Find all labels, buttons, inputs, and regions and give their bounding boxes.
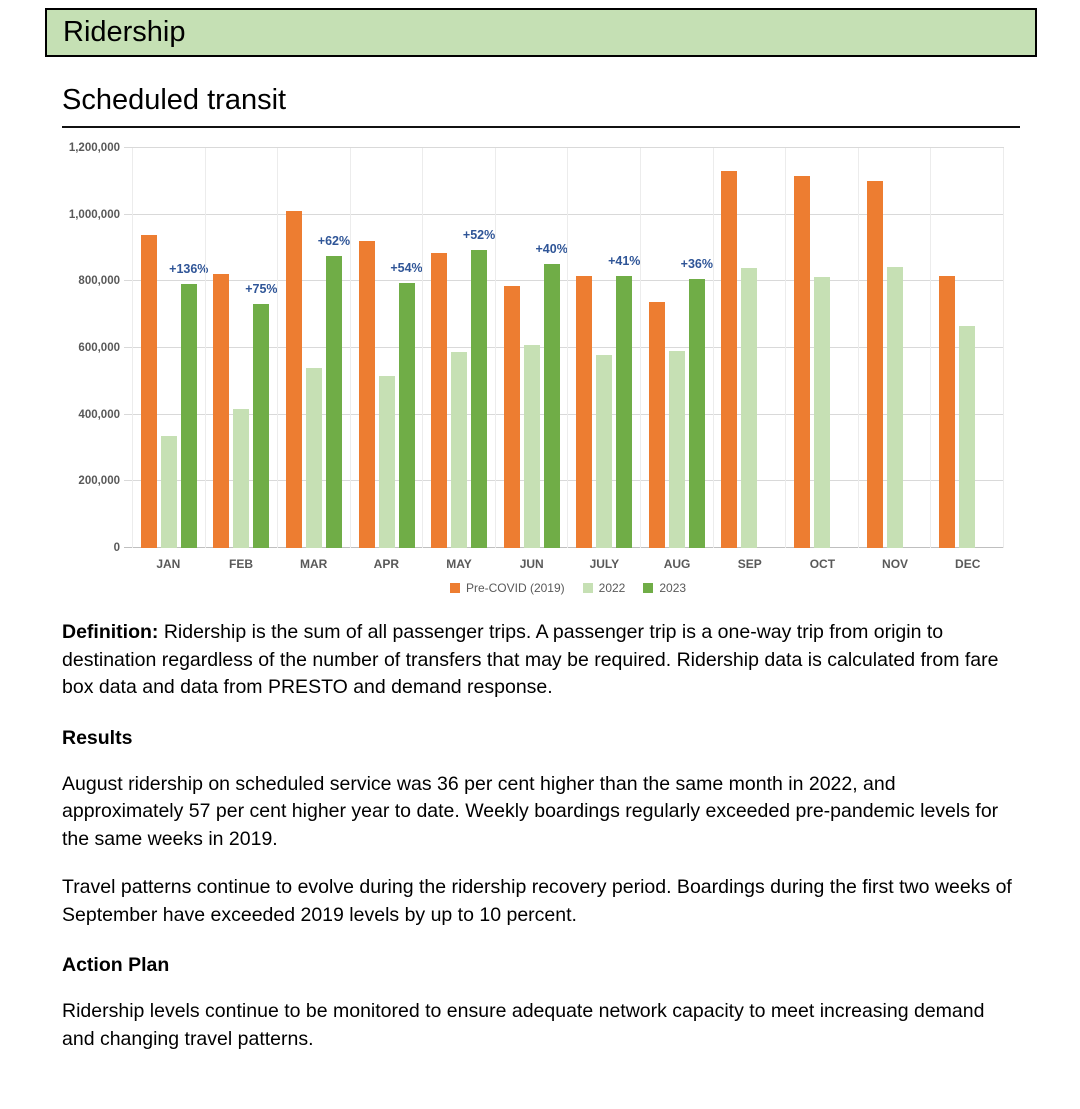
category-column-apr (350, 148, 423, 548)
bar-2023-jun (544, 264, 560, 548)
category-column-feb (205, 148, 278, 548)
legend-swatch-icon (583, 583, 593, 593)
bar-2022-july (596, 355, 612, 548)
y-axis-tick-label: 0 (113, 542, 120, 554)
chart-legend (132, 581, 1004, 595)
bar-2022-feb (233, 409, 249, 548)
y-axis-tick-label: 1,000,000 (68, 208, 120, 221)
results-paragraph-2: Travel patterns continue to evolve during the ridership recovery period. Boardings during the first two weeks of September have exceeded 2019 levels by up to 10 percent. (62, 876, 1012, 926)
x-axis-label-jun: JUN (519, 557, 544, 571)
bar-pre-covid-2019--dec (939, 276, 955, 548)
action-plan-heading: Action Plan (62, 954, 170, 976)
x-axis-label-oct: OCT (809, 557, 836, 571)
pct-change-label-feb: +75% (245, 282, 278, 296)
bar-2022-sep (741, 268, 757, 548)
pct-change-label-mar: +62% (317, 233, 351, 248)
bar-2023-mar (326, 256, 342, 548)
pct-change-label-may: +52% (462, 228, 496, 243)
bar-group (859, 181, 931, 548)
bar-group (496, 264, 568, 548)
category-column-jan (132, 148, 209, 548)
category-column-oct (785, 148, 858, 548)
bar-group (786, 176, 858, 548)
definition-label: Definition: (62, 621, 159, 643)
category-column-may (422, 148, 495, 548)
text-column (62, 619, 1022, 1053)
bar-pre-covid-2019--july (576, 276, 592, 548)
x-axis-label-sep: SEP (737, 557, 762, 571)
section-title: Ridership (63, 16, 186, 48)
x-axis-label-dec: DEC (955, 557, 981, 571)
bar-2022-apr (379, 376, 395, 548)
chart-x-axis-labels (132, 557, 1004, 571)
y-axis-tick-label: 1,200,000 (68, 142, 120, 154)
bar-group (351, 241, 423, 548)
y-axis-tick-label: 200,000 (78, 475, 120, 488)
pct-change-label-jun: +40% (535, 241, 568, 256)
section-header-bar (45, 8, 1037, 57)
pct-change-label-apr: +54% (390, 261, 423, 276)
action-plan-paragraph: Ridership levels continue to be monitored to ensure adequate network capacity to meet increasing demand and changing travel patterns. (62, 1000, 985, 1050)
bar-pre-covid-2019--aug (649, 302, 665, 548)
bar-group (133, 235, 205, 548)
bar-2023-may (471, 250, 487, 548)
category-column-sep (713, 148, 786, 548)
category-column-july (567, 148, 640, 548)
bar-2023-july (616, 276, 632, 548)
bar-pre-covid-2019--sep (721, 171, 737, 548)
x-axis-label-jan: JAN (156, 557, 181, 571)
results-paragraph-1: August ridership on scheduled service was 36 per cent higher than the same month in 2022, and approximately 57 per cent higher year to date. Weekly boardings regularly exceeded pre-pandemic levels for the same weeks in 2019. (62, 772, 999, 850)
x-axis-label-feb: FEB (229, 557, 253, 571)
y-axis-tick-label: 800,000 (78, 275, 120, 288)
bar-pre-covid-2019--feb (213, 274, 229, 548)
legend-swatch-icon (450, 583, 460, 593)
bar-group (278, 211, 350, 548)
bar-2022-jun (524, 345, 540, 548)
pct-change-label-july: +41% (608, 254, 641, 268)
legend-label: 2023 (659, 581, 687, 595)
category-column-aug (640, 148, 713, 548)
x-axis-label-may: MAY (446, 557, 472, 571)
bar-group (568, 276, 640, 548)
x-axis-label-mar: MAR (300, 557, 328, 571)
legend-swatch-icon (643, 583, 653, 593)
y-axis-tick-label: 400,000 (78, 408, 120, 421)
subsection-divider (62, 126, 1020, 128)
legend-item (450, 581, 565, 595)
bar-pre-covid-2019--jan (141, 235, 157, 548)
bar-pre-covid-2019--mar (286, 211, 302, 548)
legend-item (643, 581, 686, 595)
x-axis-label-july: JULY (589, 557, 620, 571)
x-axis-label-nov: NOV (882, 557, 909, 571)
pct-change-label-jan: +136% (169, 262, 209, 277)
legend-item (583, 581, 626, 595)
category-column-mar (277, 148, 350, 548)
bar-2022-nov (887, 267, 903, 548)
bar-pre-covid-2019--jun (504, 286, 520, 548)
bar-2022-may (451, 352, 467, 548)
bar-group (714, 171, 786, 548)
chart-plot-area (68, 142, 1004, 554)
chart-columns (132, 148, 1004, 548)
bar-group (423, 250, 495, 548)
bar-group (206, 274, 278, 548)
bar-2023-jan (181, 284, 197, 548)
category-column-nov (858, 148, 931, 548)
bar-pre-covid-2019--may (431, 253, 447, 548)
results-heading: Results (62, 726, 133, 749)
bar-2022-aug (669, 351, 685, 548)
bar-group (931, 276, 1003, 548)
legend-label: 2022 (598, 581, 626, 595)
bar-2023-apr (399, 283, 415, 548)
bar-2022-oct (814, 277, 830, 548)
category-column-dec (930, 148, 1004, 548)
bar-2023-feb (253, 304, 269, 548)
x-axis-label-apr: APR (373, 557, 400, 571)
subsection-title: Scheduled transit (62, 84, 287, 116)
x-axis-label-aug: AUG (663, 557, 691, 571)
bar-group (641, 279, 713, 548)
ridership-bar-chart (62, 142, 1010, 595)
bar-pre-covid-2019--nov (867, 181, 883, 548)
bar-2022-dec (959, 326, 975, 548)
category-column-jun (495, 148, 568, 548)
definition-paragraph (62, 619, 1022, 702)
bar-2022-mar (306, 368, 322, 548)
bar-pre-covid-2019--oct (794, 176, 810, 548)
pct-change-label-aug: +36% (680, 257, 713, 272)
legend-label: Pre-COVID (2019) (465, 581, 565, 595)
bar-2022-jan (161, 436, 177, 548)
bar-2023-aug (689, 279, 705, 548)
y-axis-tick-label: 600,000 (78, 342, 120, 354)
bar-pre-covid-2019--apr (359, 241, 375, 548)
definition-text: Ridership is the sum of all passenger trips. A passenger trip is a one-way trip from origin to destination regardless of the number of transfers that may be required. Ridership data is calculated from fare box data and data from PRESTO and demand response. (62, 621, 999, 698)
